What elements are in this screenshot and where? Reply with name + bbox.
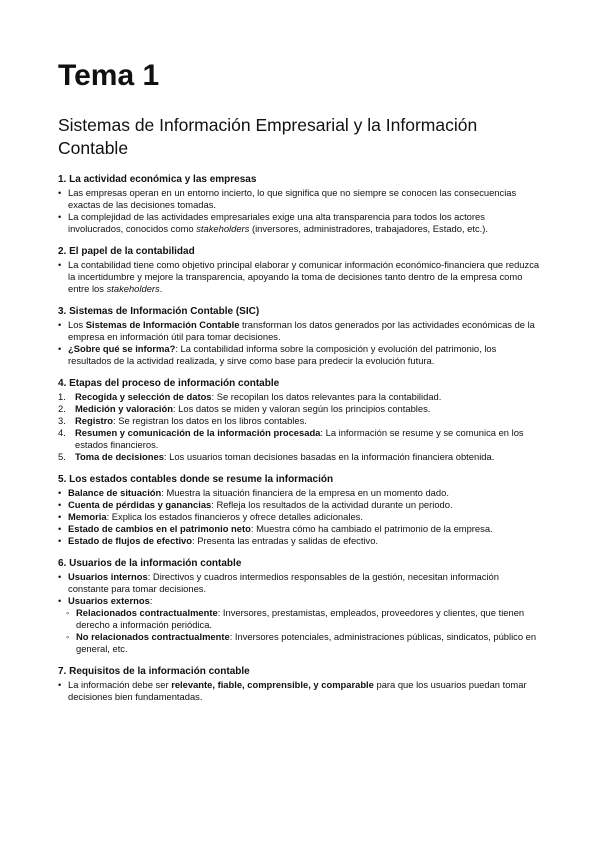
list-item: 2. Medición y valoración: Los datos se miden y valoran según los principios contables.: [58, 403, 431, 414]
section-2: [58, 246, 540, 295]
list-item: • Balance de situación: Muestra la situación financiera de la empresa en un momento dado.: [58, 487, 449, 498]
item-number: 3.: [58, 415, 66, 426]
section-6: [58, 558, 540, 655]
item-number: 4.: [58, 427, 66, 438]
list-item: • La información debe ser relevante, fiable, comprensible, y comparable para que los usuarios puedan tomar decisiones bien fundamentadas.: [58, 679, 527, 702]
section-title: 1. La actividad económica y las empresas: [58, 174, 257, 185]
item-number: 1.: [58, 391, 66, 402]
sub-bullet-icon: ◦: [66, 607, 70, 618]
document-page: [58, 58, 540, 714]
bullet-icon: •: [58, 511, 62, 522]
section-title: 5. Los estados contables donde se resume la información: [58, 474, 334, 485]
list-item: 4. Resumen y comunicación de la información procesada: La información se resume y se comunica en los estados financieros.: [58, 427, 524, 450]
list-item: 3. Registro: Se registran los datos en los libros contables.: [58, 415, 307, 426]
item-number: 5.: [58, 451, 66, 462]
bullet-icon: •: [58, 571, 62, 582]
list-item: • La contabilidad tiene como objetivo principal elaborar y comunicar información económico-financiera que reduzca la incertidumbre y mejore la transparencia, apoyando la toma de decisiones tanto dentro de la empresa como entre los stakeholders.: [58, 259, 540, 294]
list-item: • Estado de cambios en el patrimonio neto: Muestra cómo ha cambiado el patrimonio de la empresa.: [58, 523, 493, 534]
bullet-icon: •: [58, 487, 62, 498]
section-1: [58, 174, 540, 235]
bullet-icon: •: [58, 535, 62, 546]
list-item: • Los Sistemas de Información Contable transforman los datos generados por las actividades económicas de la empresa en información útil para tomar decisiones.: [58, 319, 535, 342]
page-title: Tema 1: [58, 59, 160, 92]
section-4: [58, 378, 540, 463]
list-item: • Usuarios externos:: [58, 595, 153, 606]
list-item: • La complejidad de las actividades empresariales exige una alta transparencia para todos los actores involucrados, conocidos como stakeholders (inversores, administradores, trabajadores, Estado, etc.).: [58, 211, 489, 234]
page-subtitle: Sistemas de Información Empresarial y la Información Contable: [58, 115, 478, 158]
bullet-icon: •: [58, 211, 62, 222]
section-title: 3. Sistemas de Información Contable (SIC): [58, 306, 260, 317]
bullet-icon: •: [58, 679, 62, 690]
list-item: • Estado de flujos de efectivo: Presenta las entradas y salidas de efectivo.: [58, 535, 379, 546]
numbered-list: [58, 391, 540, 463]
bullet-list: [58, 571, 540, 655]
sub-list-item: ◦ Relacionados contractualmente: Inversores, prestamistas, empleados, proveedores y clientes, que tienen derecho a información periódica.: [66, 607, 525, 630]
section-title: 2. El papel de la contabilidad: [58, 246, 195, 257]
section-7: [58, 666, 540, 703]
bullet-icon: •: [58, 523, 62, 534]
bullet-icon: •: [58, 319, 62, 330]
bullet-list: [58, 487, 540, 547]
list-item: • ¿Sobre qué se informa?: La contabilidad informa sobre la composición y evolución del patrimonio, los resultados de la actividad realizada, y sirve como base para predecir la evolución futura.: [58, 343, 497, 366]
sub-list-item: ◦ No relacionados contractualmente: Inversores potenciales, administraciones públicas, sindicatos, público en general, etc.: [66, 631, 537, 654]
list-item: • Cuenta de pérdidas y ganancias: Refleja los resultados de la actividad durante un periodo.: [58, 499, 453, 510]
list-item: 5. Toma de decisiones: Los usuarios toman decisiones basadas en la información financiera obtenida.: [58, 451, 495, 462]
bullet-icon: •: [58, 343, 62, 354]
sub-bullet-icon: ◦: [66, 631, 70, 642]
bullet-list: [58, 259, 540, 295]
list-item: • Las empresas operan en un entorno incierto, lo que significa que no siempre se conocen las consecuencias exactas de las decisiones tomadas.: [58, 187, 517, 210]
section-3: [58, 306, 540, 367]
bullet-icon: •: [58, 595, 62, 606]
list-item: • Usuarios internos: Directivos y cuadros intermedios responsables de la gestión, necesitan información constante para tomar decisiones.: [58, 571, 499, 594]
list-item: • Memoria: Explica los estados financieros y ofrece detalles adicionales.: [58, 511, 363, 522]
bullet-list: [58, 187, 540, 235]
bullet-icon: •: [58, 259, 62, 270]
bullet-icon: •: [58, 187, 62, 198]
section-title: 6. Usuarios de la información contable: [58, 558, 242, 569]
bullet-list: [58, 319, 540, 367]
bullet-list: [58, 679, 540, 703]
section-title: 4. Etapas del proceso de información contable: [58, 378, 280, 389]
item-number: 2.: [58, 403, 66, 414]
bullet-icon: •: [58, 499, 62, 510]
list-item: 1. Recogida y selección de datos: Se recopilan los datos relevantes para la contabilidad.: [58, 391, 442, 402]
section-5: [58, 474, 540, 547]
section-title: 7. Requisitos de la información contable: [58, 666, 250, 677]
